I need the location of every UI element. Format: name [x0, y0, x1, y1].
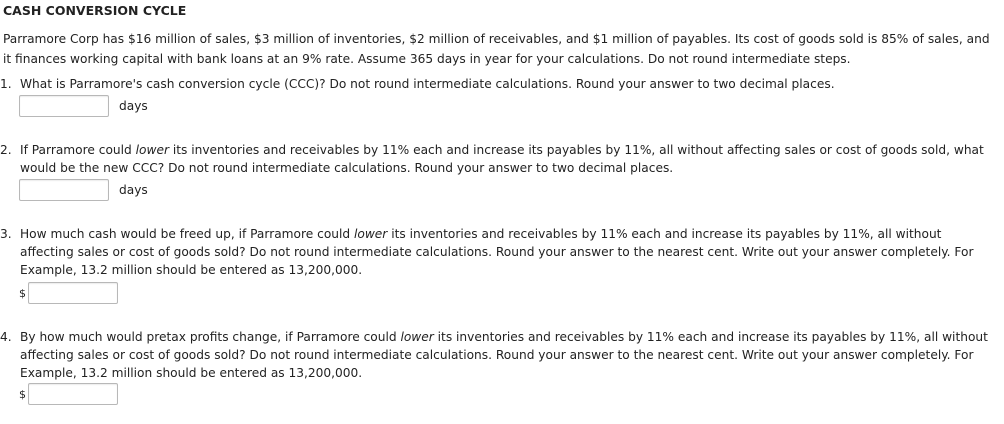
currency-symbol: $: [19, 387, 26, 401]
question-text: What is Parramore's cash conversion cycle (CCC)? Do not round intermediate calculations. Round your answer to two decimal places.: [20, 77, 835, 91]
question-2: [0, 141, 1000, 177]
question-number: 2.: [0, 143, 12, 157]
question-number: 4.: [0, 330, 12, 344]
emphasis-text: lower: [135, 143, 169, 157]
emphasis-text: lower: [400, 330, 434, 344]
problem-statement: Parramore Corp has $16 million of sales, $3 million of inventories, $2 million of receivables, and $1 million of payables. Its cost of goods sold is 85% of sales, and it finances working capital with bank loans at an 9% rate. Assume 365 days in year for your calculations. Do not round intermediate steps.: [3, 32, 990, 66]
currency-symbol: $: [19, 286, 26, 300]
question-number: 3.: [0, 227, 12, 241]
emphasis-text: lower: [354, 227, 388, 241]
question-text: [20, 328, 998, 382]
answer-input-1[interactable]: [19, 95, 109, 117]
question-4: [0, 328, 1000, 382]
question-text-part: If Parramore could: [20, 143, 136, 157]
answer-row-4: [19, 382, 118, 406]
answer-input-4[interactable]: [28, 383, 118, 405]
question-text-part: its inventories and receivables by 11% each and increase its payables by 11%, all without affecting sales or cost of goods sold, what would be the new CCC? Do not round intermediate calculations. Round your answer to two decimal places.: [20, 143, 984, 175]
question-text: [20, 141, 998, 177]
page-title: CASH CONVERSION CYCLE: [3, 3, 187, 18]
answer-row-3: [19, 281, 118, 305]
answer-input-3[interactable]: [28, 282, 118, 304]
question-1: [0, 75, 1000, 93]
question-text-part: its inventories and receivables by 11% each and increase its payables by 11%, all without affecting sales or cost of goods sold? Do not round intermediate calculations. Round your answer to the nearest cent. Write out your answer completely. For Example, 13.2 million should be entered as 13,200,000.: [20, 330, 988, 380]
question-3: [0, 225, 1000, 279]
question-number: 1.: [0, 77, 12, 91]
question-text-part: its inventories and receivables by 11% each and increase its payables by 11%, all without affecting sales or cost of goods sold? Do not round intermediate calculations. Round your answer to the nearest cent. Write out your answer completely. For Example, 13.2 million should be entered as 13,200,000.: [20, 227, 974, 277]
answer-input-2[interactable]: [19, 179, 109, 201]
unit-label: days: [119, 183, 148, 197]
answer-row-2: [19, 178, 148, 202]
answer-row-1: [19, 94, 148, 118]
unit-label: days: [119, 99, 148, 113]
question-text-part: How much cash would be freed up, if Parramore could: [20, 227, 354, 241]
question-text-part: By how much would pretax profits change, if Parramore could: [20, 330, 401, 344]
question-text: [20, 225, 998, 279]
